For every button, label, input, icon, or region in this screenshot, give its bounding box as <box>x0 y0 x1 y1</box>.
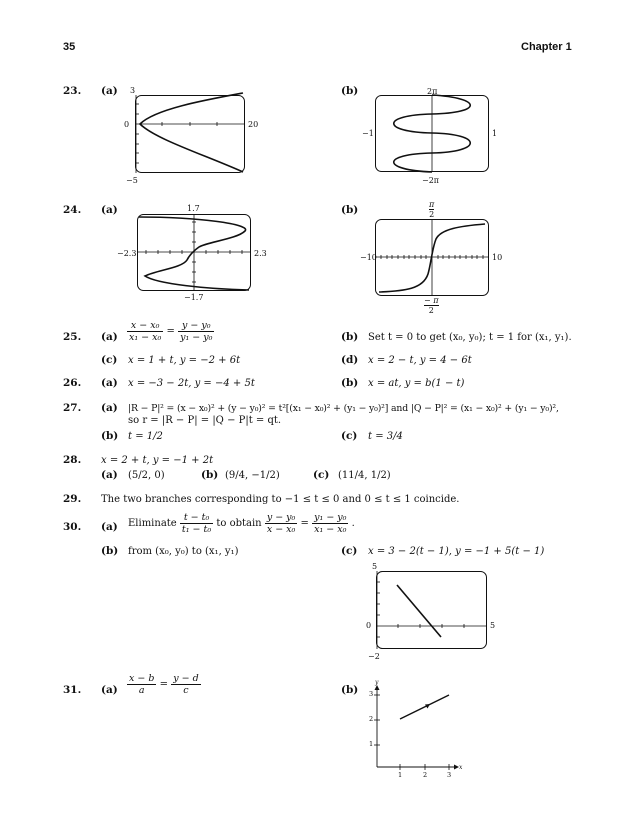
plot-24a-tick-right: 2.3 <box>254 249 267 258</box>
problem-27b-text: t = 1/2 <box>128 431 163 442</box>
problem-25a-frac2-num: y − y₀ <box>178 320 214 332</box>
problem-27a-label: (a) <box>101 402 118 414</box>
problem-27c-text: t = 3/4 <box>368 431 403 442</box>
problem-30a-period: . <box>351 518 355 529</box>
problem-25a-frac2-den: y₁ − y₀ <box>180 332 213 343</box>
chapter-title: Chapter 1 <box>521 41 572 53</box>
problem-29-number: 29. <box>63 493 82 505</box>
plot-24b-tick-bottom <box>424 296 439 315</box>
problem-28c-text: (11/4, 1/2) <box>338 470 391 481</box>
page-number: 35 <box>63 41 76 53</box>
problem-25a-frac1-den: x₁ − x₀ <box>129 332 162 343</box>
plot-23b-tick-right: 1 <box>492 129 498 138</box>
plot-31b-x-arrow <box>454 765 459 770</box>
problem-30a-frac1-den: t₁ − t₀ <box>181 524 212 535</box>
problem-30c-text: x = 3 − 2(t − 1), y = −1 + 5(t − 1) <box>368 546 545 557</box>
problem-25c-text: x = 1 + t, y = −2 + 6t <box>128 355 241 366</box>
problem-30a-frac2-den: x − x₀ <box>266 524 296 535</box>
plot-30c-segment <box>397 585 441 637</box>
plot-30c-tick-left: 0 <box>366 621 372 630</box>
plot-23a-tick-right: 20 <box>248 120 259 129</box>
plot-31b-ytick-3: 3 <box>369 690 374 698</box>
plot-23b-tick-bottom: −2π <box>422 176 440 185</box>
problem-31a-frac2-den: c <box>183 685 189 696</box>
problem-24-number: 24. <box>63 204 82 216</box>
problem-28c-label: (c) <box>313 469 330 481</box>
problem-25b-label: (b) <box>341 331 359 343</box>
problem-25a-equation <box>127 320 214 343</box>
problem-23-number: 23. <box>63 85 82 97</box>
plot-31b-xtick-2: 2 <box>423 771 428 779</box>
plot-24b-tick-top-den: 2 <box>429 210 435 219</box>
problem-26-number: 26. <box>63 377 82 389</box>
problem-27c-label: (c) <box>341 430 358 442</box>
problem-30-number: 30. <box>63 521 82 533</box>
problem-26b-text: x = at, y = b(1 − t) <box>368 378 465 389</box>
problem-28a-label: (a) <box>101 469 118 481</box>
problem-26a-label: (a) <box>101 377 118 389</box>
plot-23b-tick-top: 2π <box>427 87 438 96</box>
problem-23a-label: (a) <box>101 85 118 97</box>
problem-24a-label: (a) <box>101 204 118 216</box>
problem-31a-frac2-num: y − d <box>173 673 199 684</box>
problem-24b-label: (b) <box>341 204 359 216</box>
problem-25a-frac1-num: x − x₀ <box>127 320 163 332</box>
problem-31-number: 31. <box>63 684 82 696</box>
problem-31a-frac1-num: x − b <box>129 673 155 684</box>
problem-28-text: x = 2 + t, y = −1 + 2t <box>101 455 214 466</box>
problem-25a-label: (a) <box>101 331 118 343</box>
problem-30a-to-obtain: to obtain <box>216 518 262 529</box>
problem-25a-frac1 <box>127 320 163 343</box>
plot-24a <box>137 214 251 291</box>
plot-24a-tick-top: 1.7 <box>187 204 200 213</box>
problem-30b-label: (b) <box>101 545 119 557</box>
problem-30a-equals: = <box>300 518 309 529</box>
problem-30a-frac1-num: t − t₀ <box>180 512 213 524</box>
problem-30a-frac2-num: y − y₀ <box>266 512 296 523</box>
plot-23b <box>375 95 489 172</box>
problem-30a-equation <box>128 512 355 535</box>
problem-26b-label: (b) <box>341 377 359 389</box>
plot-30c-tick-bottom: −2 <box>368 652 380 661</box>
plot-30c-tick-top: 5 <box>372 562 378 571</box>
plot-31b-ytick-2: 2 <box>369 715 374 723</box>
problem-25-number: 25. <box>63 331 82 343</box>
problem-25d-label: (d) <box>341 354 359 366</box>
problem-30b-text: from (x₀, y₀) to (x₁, y₁) <box>128 546 239 557</box>
problem-30c-label: (c) <box>341 545 358 557</box>
problem-27a-line1: |R − P|² = (x − x₀)² + (y − y₀)² = t²[(x₁ − x₀)² + (y₁ − y₀)²] and |Q − P|² = (x₁ − x₀)² + (y₁ − y₀)², <box>128 403 559 414</box>
plot-31b <box>376 685 463 771</box>
plot-23a-curve <box>140 93 243 172</box>
plot-31b-y-label: y <box>375 679 379 686</box>
problem-26a-text: x = −3 − 2t, y = −4 + 5t <box>128 378 255 389</box>
plot-23a <box>135 95 245 173</box>
plot-23a-tick-top: 3 <box>130 86 136 95</box>
problem-28b-label: (b) <box>201 469 219 481</box>
plot-30c-frame <box>377 572 487 649</box>
problem-23b-label: (b) <box>341 85 359 97</box>
problem-25b-text: Set t = 0 to get (x₀, y₀); t = 1 for (x₁, y₁). <box>368 332 572 343</box>
problem-28b-text: (9/4, −1/2) <box>225 470 280 481</box>
problem-31a-label: (a) <box>101 684 118 696</box>
problem-30a-eliminate: Eliminate <box>128 518 177 529</box>
plot-24b <box>375 219 489 296</box>
plot-31b-x-label: x <box>459 764 463 771</box>
problem-30a-frac2 <box>265 512 298 535</box>
plot-23b-tick-left: −1 <box>362 129 374 138</box>
problem-31a-frac1-den: a <box>138 685 145 696</box>
problem-30a-frac3 <box>312 512 348 535</box>
problem-30a-label: (a) <box>101 521 118 533</box>
problem-31a-equals: = <box>159 679 169 690</box>
plot-24a-tick-bottom: −1.7 <box>184 293 204 302</box>
plot-30c <box>376 571 487 649</box>
problem-25a-equals: = <box>166 326 175 337</box>
problem-31a-frac2 <box>171 673 200 696</box>
plot-31b-xtick-1: 1 <box>398 771 403 779</box>
plot-31b-xtick-3: 3 <box>447 771 452 779</box>
problem-28-number: 28. <box>63 454 82 466</box>
problem-30a-frac3-num: y₁ − y₀ <box>314 512 347 523</box>
plot-23a-tick-left: 0 <box>124 120 130 129</box>
plot-24b-tick-left: −10 <box>360 253 377 262</box>
plot-23a-frame <box>136 96 245 173</box>
problem-27a-line2: so r = |R − P| = |Q − P|t = qt. <box>128 415 282 426</box>
problem-31b-label: (b) <box>341 684 359 696</box>
problem-31a-equation <box>127 673 201 696</box>
plot-30c-tick-right: 5 <box>490 621 496 630</box>
problem-30a-frac1 <box>180 512 213 535</box>
problem-29-text: The two branches corresponding to −1 ≤ t ≤ 0 and 0 ≤ t ≤ 1 coincide. <box>101 494 460 505</box>
plot-23a-tick-bottom: −5 <box>126 176 138 185</box>
problem-25d-text: x = 2 − t, y = 4 − 6t <box>368 355 472 366</box>
plot-31b-segment <box>400 695 449 719</box>
plot-24b-tick-bottom-num: − π <box>424 296 439 305</box>
plot-24b-tick-right: 10 <box>492 253 503 262</box>
problem-25c-label: (c) <box>101 354 118 366</box>
plot-24b-tick-top <box>429 200 434 219</box>
problem-27-number: 27. <box>63 402 82 414</box>
plot-24a-tick-left: −2.3 <box>117 249 137 258</box>
problem-27b-label: (b) <box>101 430 119 442</box>
plot-24b-tick-top-num: π <box>429 200 435 209</box>
problem-28a-text: (5/2, 0) <box>128 470 165 481</box>
problem-25a-frac2 <box>178 320 214 343</box>
problem-31a-frac1 <box>127 673 156 696</box>
problem-30a-frac3-den: x₁ − x₀ <box>314 524 347 535</box>
plot-31b-y-arrow <box>375 685 380 690</box>
plot-24b-tick-bottom-den: 2 <box>428 306 434 315</box>
plot-31b-ytick-1: 1 <box>369 740 374 748</box>
